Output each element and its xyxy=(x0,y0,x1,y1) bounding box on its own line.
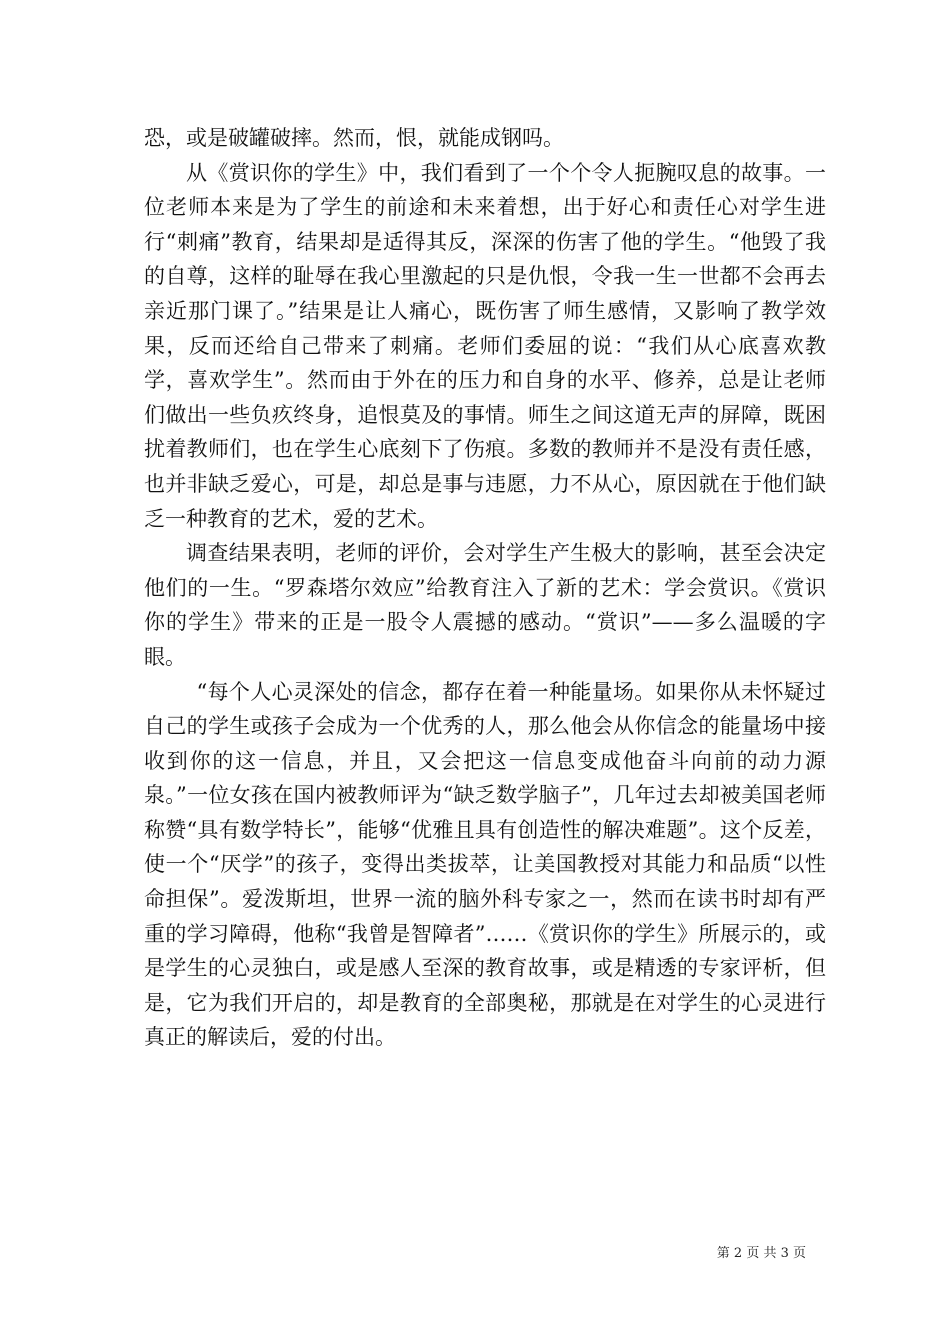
body-text xyxy=(144,121,826,1055)
paragraph-continuation: 恐，或是破罐破摔。然而，恨，就能成钢吗。 xyxy=(144,126,564,150)
paragraph-survey: 调查结果表明，老师的评价，会对学生产生极大的影响，甚至会决定他们的一生。“罗森塔尔效应”给教育注入了新的艺术：学会赏识。《赏识你的学生》带来的正是一股令人震撼的感动。“赏识”——多么温暖的字眼。 xyxy=(144,541,826,669)
paragraph-quote: “每个人心灵深处的信念，都存在着一种能量场。如果你从未怀疑过自己的学生或孩子会成为一个优秀的人，那么他会从你信念的能量场中接收到你的这一信息，并且，又会把这一信息变成他奋斗向前的动力源泉。”一位女孩在国内被教师评为“缺乏数学脑子”，几年过去却被美国老师称赞“具有数学特长”，能够“优雅且具有创造性的解决难题”。这个反差，使一个“厌学”的孩子，变得出类拔萃，让美国教授对其能力和品质“以性命担保”。爱泼斯坦，世界一流的脑外科专家之一，然而在读书时却有严重的学习障碍，他称“我曾是智障者”……《赏识你的学生》所展示的，或是学生的心灵独白，或是感人至深的教育故事，或是精透的专家评析，但是，它为我们开启的，却是教育的全部奥秘，那就是在对学生的心灵进行真正的解读后，爱的付出。 xyxy=(144,679,826,1050)
paragraph-story: 从《赏识你的学生》中，我们看到了一个个令人扼腕叹息的故事。一位老师本来是为了学生的前途和未来着想，出于好心和责任心对学生进行“刺痛”教育，结果却是适得其反，深深的伤害了他的学生。“他毁了我的自尊，这样的耻辱在我心里激起的只是仇恨，令我一生一世都不会再去亲近那门课了。”结果是让人痛心，既伤害了师生感情，又影响了教学效果，反而还给自己带来了刺痛。老师们委屈的说：“我们从心底喜欢教学，喜欢学生”。然而由于外在的压力和自身的水平、修养，总是让老师们做出一些负疚终身，追恨莫及的事情。师生之间这道无声的屏障，既困扰着教师们，也在学生心底刻下了伤痕。多数的教师并不是没有责任感，也并非缺乏爱心，可是，却总是事与违愿，力不从心，原因就在于他们缺乏一种教育的艺术，爱的艺术。 xyxy=(144,160,826,531)
page-number-footer: 第 2 页 共 3 页 xyxy=(716,1246,806,1261)
